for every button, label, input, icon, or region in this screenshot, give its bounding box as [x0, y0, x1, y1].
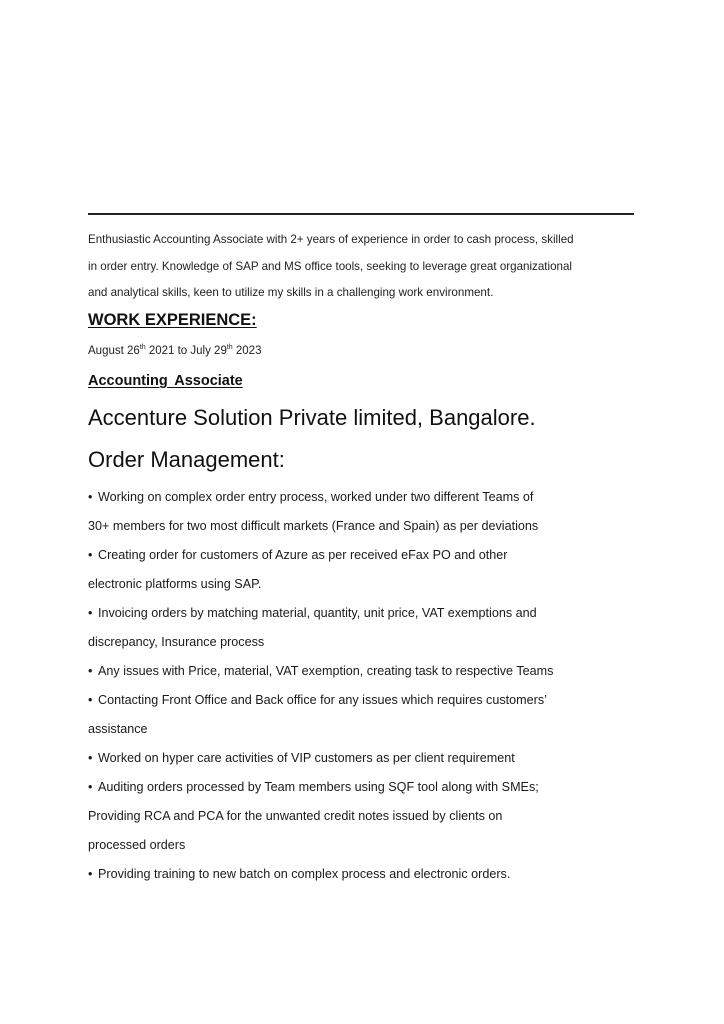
list-item-text: electronic platforms using SAP. [88, 577, 262, 591]
list-item-text: Working on complex order entry process, worked under two different Teams of [98, 490, 534, 504]
bullet-icon: • [88, 490, 93, 504]
list-item-text: Contacting Front Office and Back office for any issues which requires customers’ [98, 693, 547, 707]
list-item [88, 599, 648, 657]
list-item-text: assistance [88, 722, 148, 736]
responsibilities-list [88, 483, 648, 889]
list-item-text: Invoicing orders by matching material, quantity, unit price, VAT exemptions and [98, 606, 537, 620]
bullet-icon: • [88, 867, 93, 881]
list-item [88, 657, 648, 686]
list-item-text: Providing RCA and PCA for the unwanted credit notes issued by clients on [88, 809, 503, 823]
list-item [88, 860, 648, 889]
list-item [88, 773, 648, 860]
end-date-suffix: th [226, 344, 233, 351]
list-item-text: Any issues with Price, material, VAT exemption, creating task to respective Teams [98, 664, 554, 678]
professional-summary [88, 227, 628, 307]
bullet-icon: • [88, 664, 93, 678]
job-title: Accounting Associate [88, 373, 243, 389]
end-year: 2023 [232, 345, 262, 357]
summary-line: Enthusiastic Accounting Associate with 2+ years of experience in order to cash process, skilled [88, 233, 574, 246]
company-name: Accenture Solution Private limited, Bangalore. [88, 405, 536, 430]
start-date-suffix: th [139, 344, 146, 351]
date-range-text: 2021 to July 29 [145, 345, 227, 357]
list-item [88, 541, 648, 599]
list-item-text: Worked on hyper care activities of VIP customers as per client requirement [98, 751, 515, 765]
section-title: Order Management: [88, 447, 285, 472]
list-item [88, 744, 648, 773]
bullet-icon: • [88, 780, 93, 794]
bullet-icon: • [88, 548, 93, 562]
header-divider [88, 213, 634, 215]
bullet-icon: • [88, 606, 93, 620]
list-item-text: Auditing orders processed by Team members using SQF tool along with SMEs; [98, 780, 539, 794]
list-item-text: Creating order for customers of Azure as per received eFax PO and other [98, 548, 508, 562]
employment-dates [88, 345, 261, 357]
list-item [88, 483, 648, 541]
work-experience-heading: WORK EXPERIENCE: [88, 311, 257, 329]
list-item-text: discrepancy, Insurance process [88, 635, 265, 649]
list-item [88, 686, 648, 744]
summary-line: and analytical skills, keen to utilize my skills in a challenging work environment. [88, 286, 494, 300]
list-item-text: processed orders [88, 838, 186, 852]
start-date: August 26 [88, 345, 140, 357]
bullet-icon: • [88, 693, 93, 707]
list-item-text: Providing training to new batch on complex process and electronic orders. [98, 867, 511, 881]
list-item-text: 30+ members for two most difficult markets (France and Spain) as per deviations [88, 519, 539, 533]
bullet-icon: • [88, 751, 93, 765]
summary-line: in order entry. Knowledge of SAP and MS office tools, seeking to leverage great organizational [88, 259, 573, 273]
